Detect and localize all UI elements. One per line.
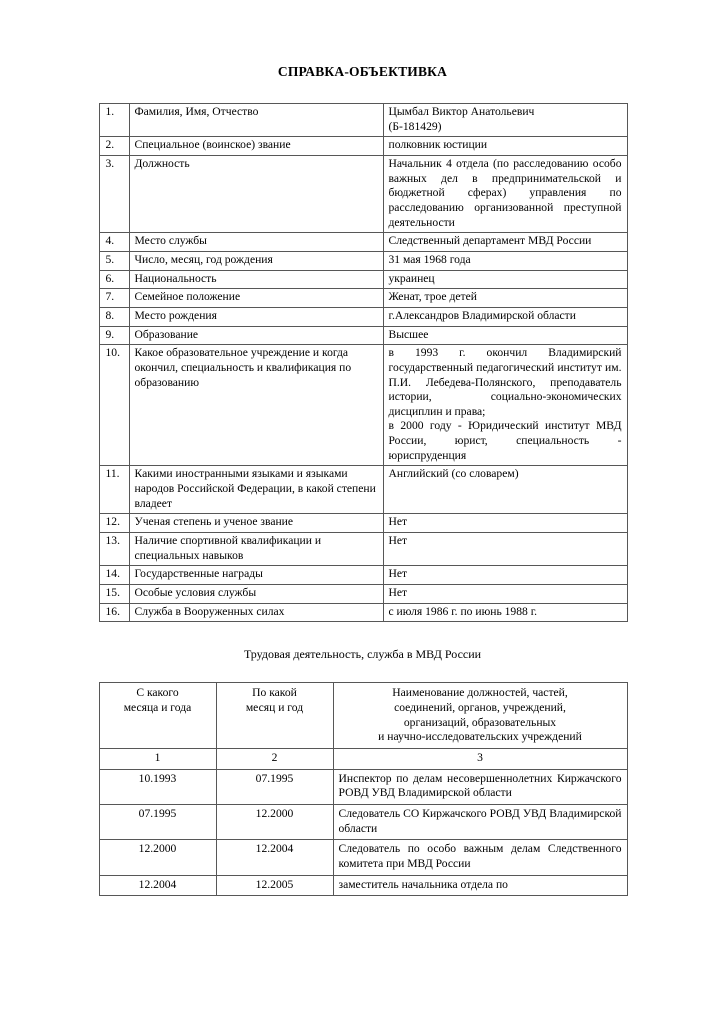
column-number: 3 [333, 748, 627, 769]
header-line: По какой [252, 686, 297, 700]
row-label: Специальное (воинское) звание [129, 137, 383, 156]
service-table-body [99, 683, 627, 896]
value-paragraph: с июля 1986 г. по июнь 1988 г. [388, 604, 538, 618]
service-to-date: 12.2000 [216, 804, 333, 839]
header-line: Наименование должностей, частей, [392, 686, 568, 700]
table-row [99, 233, 627, 252]
column-header-to [216, 683, 333, 749]
row-label: Число, месяц, год рождения [129, 251, 383, 270]
row-label: Образование [129, 326, 383, 345]
table-row [99, 289, 627, 308]
row-label: Место рождения [129, 307, 383, 326]
column-number-row [99, 748, 627, 769]
value-paragraph: Нет [388, 567, 408, 581]
row-label: Ученая степень и ученое звание [129, 514, 383, 533]
header-line: соединений, органов, учреждений, [394, 701, 566, 714]
value-paragraph: Следственный департамент МВД России [388, 234, 592, 248]
value-paragraph: в 2000 году - Юридический институт МВД России, юрист, специальность - юриспруденция [388, 419, 622, 462]
row-number: 6. [99, 270, 129, 289]
row-number: 5. [99, 251, 129, 270]
row-number: 1. [99, 104, 129, 137]
service-from-date: 12.2004 [99, 875, 216, 896]
row-value [383, 233, 627, 252]
table-row [99, 270, 627, 289]
row-number: 13. [99, 533, 129, 566]
table-row [99, 155, 627, 232]
header-line: и научно-исследовательских учреждений [378, 730, 582, 744]
value-paragraph: Нет [388, 534, 408, 548]
row-label: Фамилия, Имя, Отчество [129, 104, 383, 137]
service-to-date: 07.1995 [216, 769, 333, 804]
row-label: Место службы [129, 233, 383, 252]
table-row [99, 104, 627, 137]
table-row [99, 585, 627, 604]
row-value [383, 289, 627, 308]
row-number: 11. [99, 466, 129, 514]
table-row [99, 137, 627, 156]
row-number: 3. [99, 155, 129, 232]
value-paragraph: Цымбал Виктор Анатольевич [388, 105, 535, 118]
row-value [383, 585, 627, 604]
row-number: 10. [99, 345, 129, 466]
table-row [99, 875, 627, 896]
service-to-date: 12.2005 [216, 875, 333, 896]
column-number: 2 [216, 748, 333, 769]
service-from-date: 12.2000 [99, 840, 216, 875]
table-row [99, 514, 627, 533]
table-row [99, 326, 627, 345]
table-row [99, 251, 627, 270]
service-section-heading: Трудовая деятельность, служба в МВД России [243, 647, 482, 662]
service-description: Следователь СО Киржачского РОВД УВД Владимирской области [333, 804, 627, 839]
row-number: 15. [99, 585, 129, 604]
row-number: 4. [99, 233, 129, 252]
value-paragraph: (Б-181429) [388, 119, 442, 133]
row-value [383, 104, 627, 137]
row-number: 8. [99, 307, 129, 326]
table-row [99, 566, 627, 585]
table-row [99, 307, 627, 326]
service-record-table [99, 682, 628, 896]
row-label: Семейное положение [129, 289, 383, 308]
service-description: Следователь по особо важным делам Следственного комитета при МВД России [333, 840, 627, 875]
row-value [383, 326, 627, 345]
column-number: 1 [99, 748, 216, 769]
personal-table-container [99, 103, 627, 622]
row-label: Наличие спортивной квалификации и специальных навыков [129, 533, 383, 566]
row-label: Государственные награды [129, 566, 383, 585]
row-number: 7. [99, 289, 129, 308]
table-row [99, 466, 627, 514]
column-header-description [333, 683, 627, 749]
value-paragraph: в 1993 г. окончил Владимирский государственный педагогический институт им. П.И. Лебедева-Полянского, преподаватель истории, социально-экономических дисциплин и права; [388, 346, 622, 418]
value-paragraph: Английский (со словарем) [388, 467, 519, 481]
row-value [383, 345, 627, 466]
header-line: организаций, образовательных [403, 715, 557, 729]
row-value [383, 514, 627, 533]
service-from-date: 10.1993 [99, 769, 216, 804]
row-number: 16. [99, 603, 129, 622]
value-paragraph: полковник юстиции [388, 138, 488, 152]
row-number: 2. [99, 137, 129, 156]
row-value [383, 270, 627, 289]
table-header-row [99, 683, 627, 749]
personal-table-body [99, 104, 627, 622]
table-row [99, 603, 627, 622]
row-number: 12. [99, 514, 129, 533]
row-label: Национальность [129, 270, 383, 289]
service-from-date: 07.1995 [99, 804, 216, 839]
header-line: месяц и год [245, 701, 304, 714]
service-description: заместитель начальника отдела по [333, 875, 627, 896]
column-header-from [99, 683, 216, 749]
header-line: С какого [136, 686, 179, 700]
row-value [383, 137, 627, 156]
row-label: Какими иностранными языками и языками народов Российской Федерации, в какой степени владеет [129, 466, 383, 514]
value-paragraph: Начальник 4 отдела (по расследованию особо важных дел в предпринимательской и бюджетной сферах) управления по расследованию организованной преступной деятельности [388, 156, 622, 229]
personal-data-table [99, 103, 628, 622]
value-paragraph: Нет [388, 586, 408, 600]
row-value [383, 603, 627, 622]
row-number: 14. [99, 566, 129, 585]
row-value [383, 251, 627, 270]
row-value [383, 155, 627, 232]
service-table-container [99, 682, 627, 896]
table-row [99, 840, 627, 875]
row-number: 9. [99, 326, 129, 345]
row-value [383, 307, 627, 326]
row-label: Особые условия службы [129, 585, 383, 604]
value-paragraph: украинец [388, 271, 435, 285]
header-line: месяца и года [123, 701, 192, 714]
service-to-date: 12.2004 [216, 840, 333, 875]
table-row [99, 769, 627, 804]
value-paragraph: г.Александров Владимирской области [388, 308, 576, 322]
table-row [99, 804, 627, 839]
value-paragraph: 31 мая 1968 года [388, 252, 471, 266]
row-label: Какое образовательное учреждение и когда окончил, специальность и квалификация по образованию [129, 345, 383, 466]
service-description: Инспектор по делам несовершеннолетних Киржачского РОВД УВД Владимирской области [333, 769, 627, 804]
value-paragraph: Нет [388, 515, 408, 529]
value-paragraph: Женат, трое детей [388, 290, 477, 304]
table-row [99, 345, 627, 466]
row-value [383, 533, 627, 566]
value-paragraph: Высшее [388, 327, 429, 341]
page-title: СПРАВКА-ОБЪЕКТИВКА [277, 64, 448, 79]
row-label: Должность [129, 155, 383, 232]
table-row [99, 533, 627, 566]
row-value [383, 566, 627, 585]
row-value [383, 466, 627, 514]
row-label: Служба в Вооруженных силах [129, 603, 383, 622]
